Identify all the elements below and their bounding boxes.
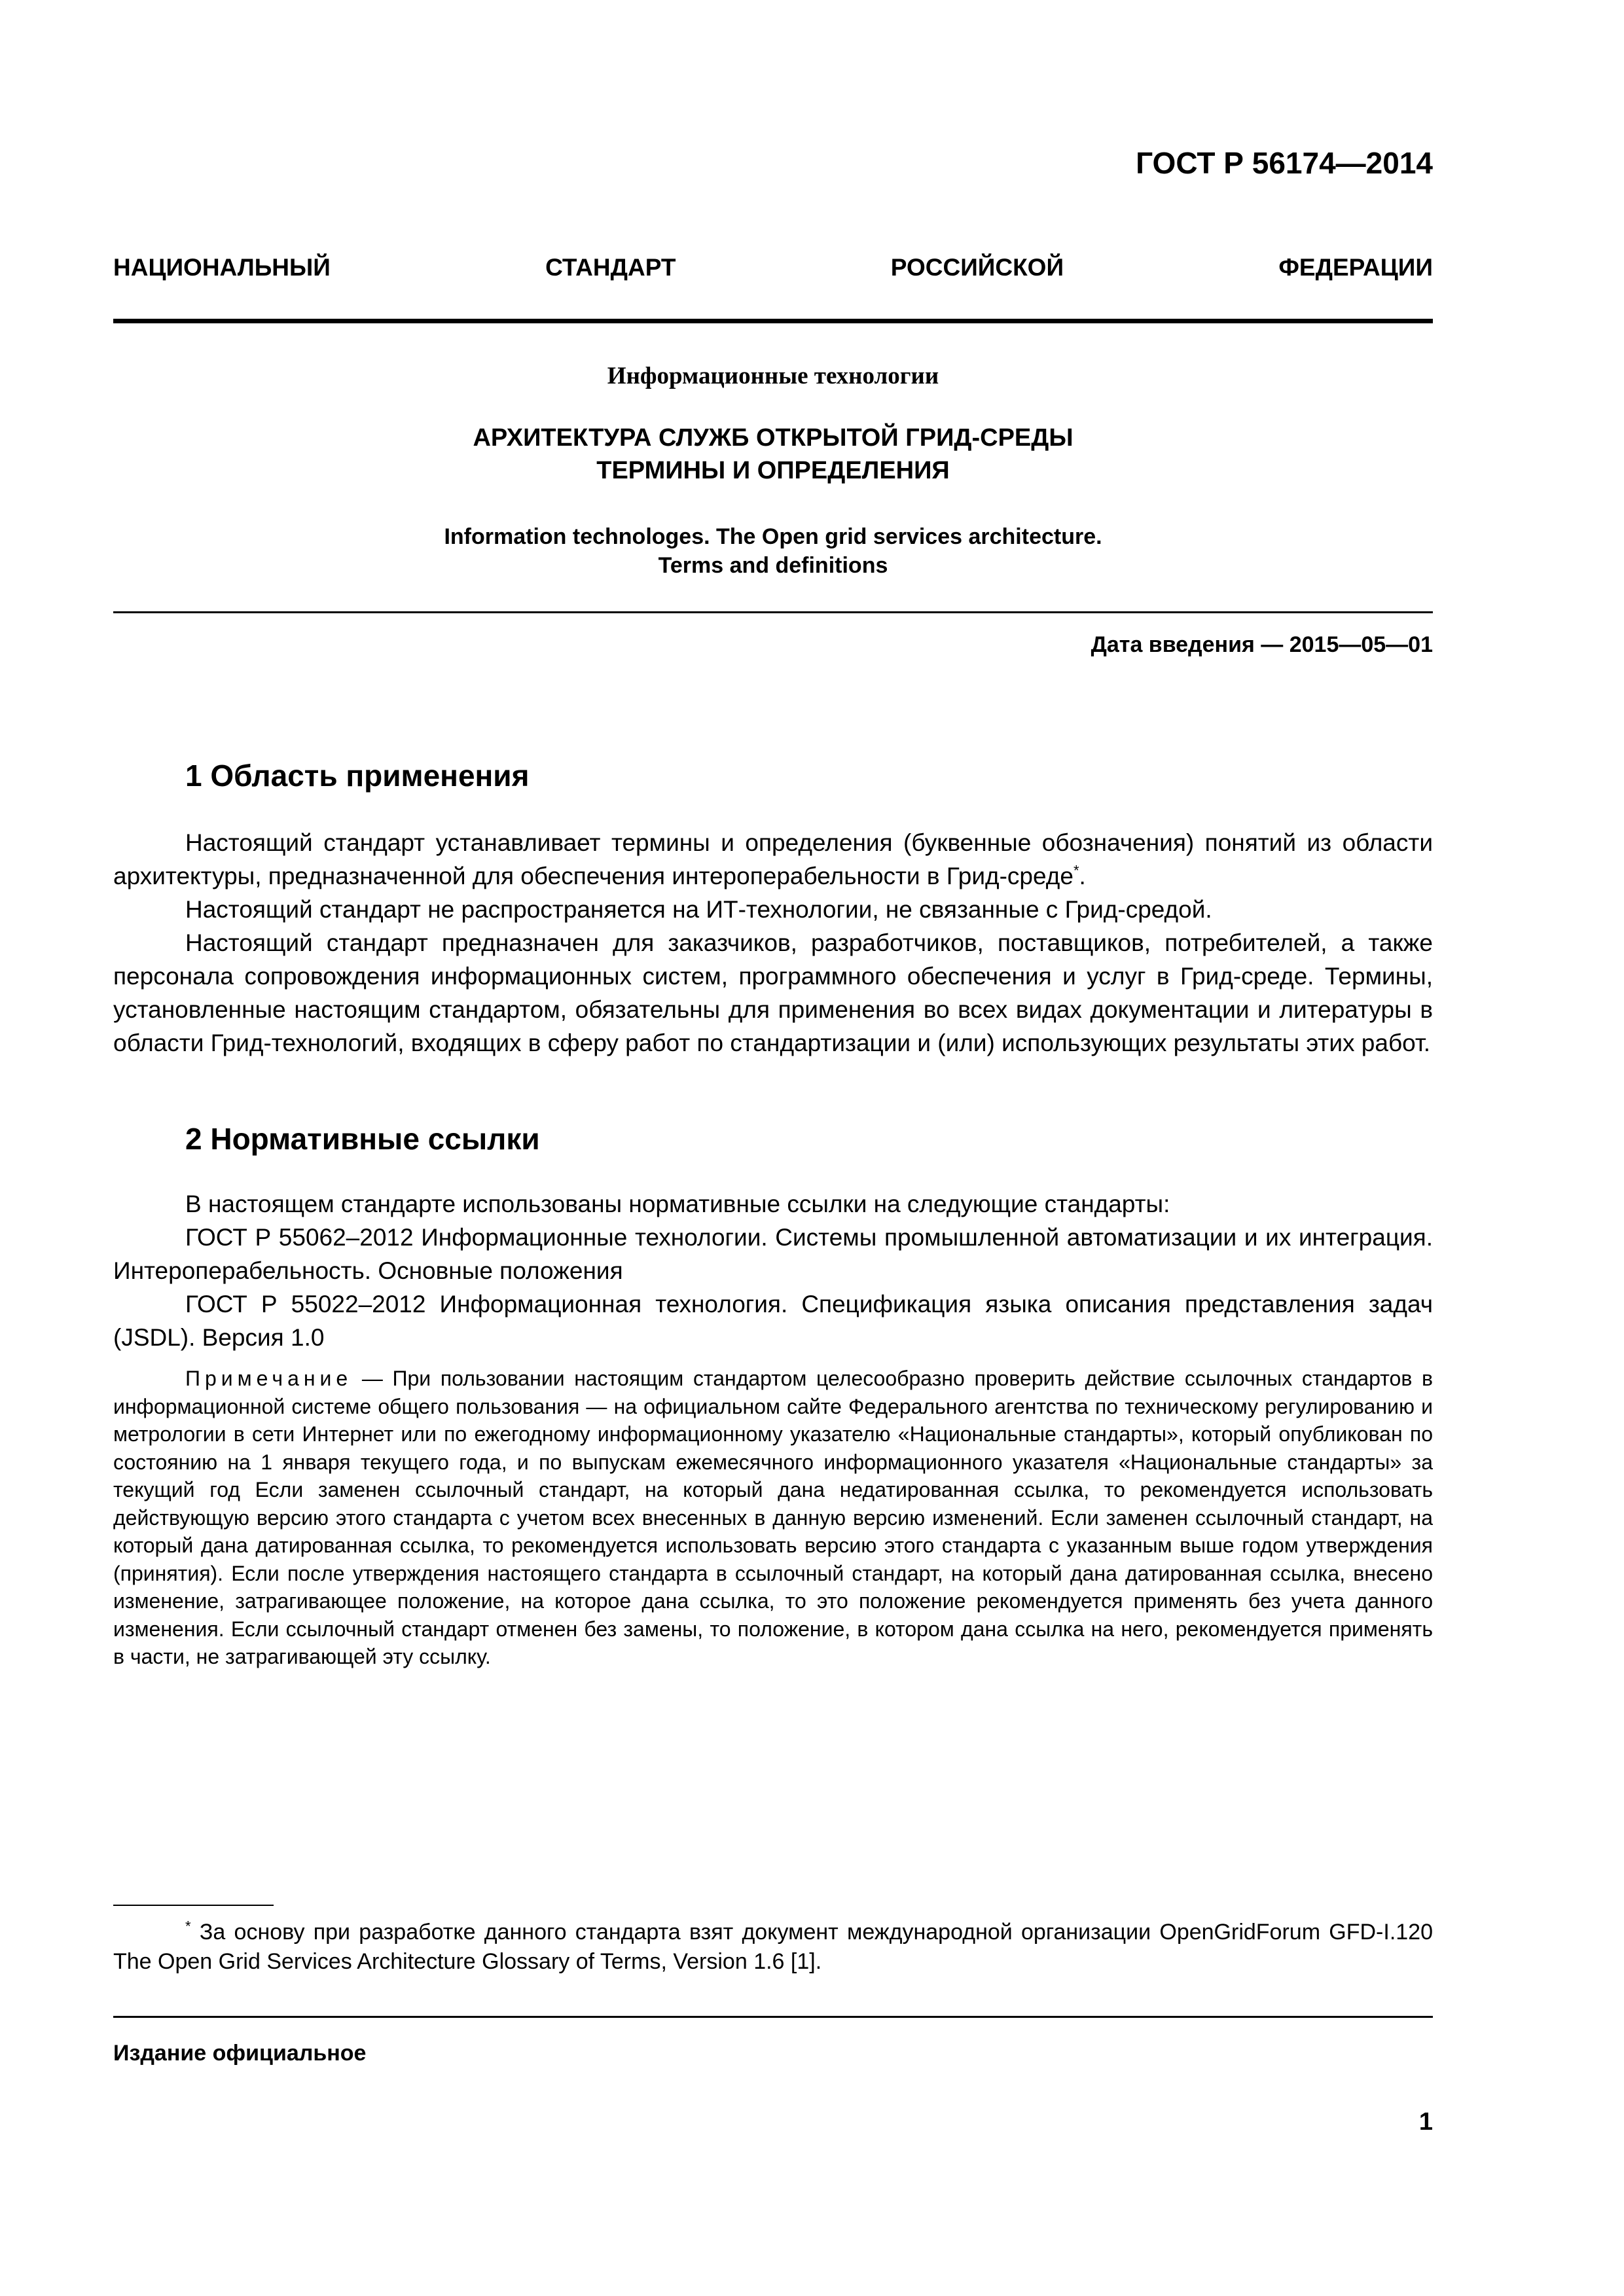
title-en-line-2: Terms and definitions xyxy=(658,553,888,578)
footnote-text: За основу при разработке данного стандарта взят документ международной организации OpenGridForum GFD-I.120 The Open Grid Services Architecture Glossary of Terms, Version 1.6 [1]. xyxy=(113,1920,1433,1974)
section-2-note xyxy=(113,1365,1433,1671)
header-divider xyxy=(113,319,1433,323)
subject-heading: Информационные технологии xyxy=(607,363,939,389)
page-number: 1 xyxy=(1418,2108,1433,2136)
title-line-1: АРХИТЕКТУРА СЛУЖБ ОТКРЫТОЙ ГРИД-СРЕДЫ xyxy=(473,424,1074,452)
section-1-paragraph-2: Настоящий стандарт не распространяется на ИТ-технологии, не связанные с Грид-средой. xyxy=(185,896,1212,923)
normative-reference-2: ГОСТ Р 55022–2012 Информационная технология. Спецификация языка описания представления задач (JSDL). Версия 1.0 xyxy=(113,1291,1433,1351)
note-label: Примечание xyxy=(185,1367,353,1390)
title-line-2: ТЕРМИНЫ И ОПРЕДЕЛЕНИЯ xyxy=(596,457,950,484)
document-number: ГОСТ Р 56174—2014 xyxy=(1136,146,1433,180)
introduction-date: Дата введения — 2015—05—01 xyxy=(1091,632,1433,657)
normative-reference-1: ГОСТ Р 55062–2012 Информационные технологии. Системы промышленной автоматизации и их интеграция. Интероперабельность. Основные положения xyxy=(113,1224,1433,1284)
footnote xyxy=(113,1918,1433,1977)
title-en-line-1: Information technologes. The Open grid services architecture. xyxy=(444,524,1102,549)
section-1-paragraph-1: Настоящий стандарт устанавливает термины и определения (буквенные обозначения) понятий из области архитектуры, предназначенной для обеспечения интероперабельности в Грид-среде*. xyxy=(113,829,1433,889)
footer-divider xyxy=(113,2016,1433,2018)
section-2-paragraph-1: В настоящем стандарте использованы нормативные ссылки на следующие стандарты: xyxy=(185,1191,1170,1217)
section-2-heading: 2 Нормативные ссылки xyxy=(185,1122,540,1156)
section-1-paragraph-3: Настоящий стандарт предназначен для заказчиков, разработчиков, поставщиков, потребителей, а также персонала сопровождения информационных систем, программного обеспечения и услуг в Грид-среде. Термины, установленные настоящим стандартом, обязательны для применения во всех видах документации и литературы в области Грид-технологий, входящих в сферу работ по стандартизации и (или) использующих результаты этих работ. xyxy=(113,929,1433,1056)
section-2-body xyxy=(113,1187,1433,1354)
document-title-english xyxy=(113,522,1433,580)
section-1-heading: 1 Область применения xyxy=(185,759,530,793)
section-1-body xyxy=(113,826,1433,1060)
footnote-mark: * xyxy=(185,1918,191,1935)
national-standard-banner: НАЦИОНАЛЬНЫЙ СТАНДАРТ РОССИЙСКОЙ ФЕДЕРАЦИИ xyxy=(113,254,1433,281)
title-divider xyxy=(113,611,1433,613)
official-edition-label: Издание официальное xyxy=(113,2041,367,2066)
footnote-separator xyxy=(113,1905,274,1906)
note-text: — При пользовании настоящим стандартом целесообразно проверить действие ссылочных стандартов в информационной системе общего пользования — на официальном сайте Федерального агентства по техническому регулированию и метрологии в сети Интернет или по ежегодному информационному указателю «Национальные стандарты», который опубликован по состоянию на 1 января текущего года, и по выпускам ежемесячного информационного указателя «Национальные стандарты» за текущий год Если заменен ссылочный стандарт, на который дана недатированная ссылка, то рекомендуется использовать действующую версию этого стандарта с учетом всех внесенных в данную версию изменений. Если заменен ссылочный стандарт, на который дана датированная ссылка, то рекомендуется использовать версию этого стандарта с указанным выше годом утверждения (принятия). Если после утверждения настоящего стандарта в ссылочный стандарт, на который дана датированная ссылка, внесено изменение, затрагивающее положение, на которое дана ссылка, то это положение рекомендуется применять без учета данного изменения. Если ссылочный стандарт отменен без замены, то положение, в котором дана ссылка на него, рекомендуется применять в части, не затрагивающей эту ссылку. xyxy=(113,1367,1433,1668)
footnote-reference: * xyxy=(1073,862,1079,879)
document-title xyxy=(113,422,1433,487)
